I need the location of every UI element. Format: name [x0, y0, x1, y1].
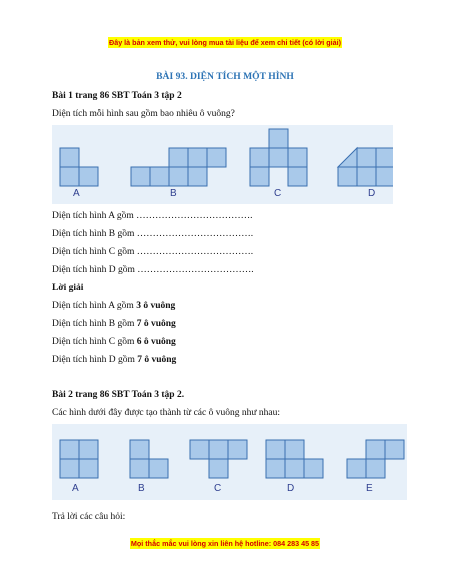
- fig2-d-square: [285, 459, 304, 478]
- bai2-question: Các hình dưới đây được tạo thành từ các ô vuông như nhau:: [52, 408, 280, 418]
- fig-d-square: [357, 148, 376, 167]
- fig-d-square: [338, 167, 357, 186]
- fig2-d-square: [285, 440, 304, 459]
- fig2-label-e: E: [366, 483, 373, 494]
- fig2-label-c: C: [214, 483, 222, 494]
- bai2-figure-strip: [52, 424, 407, 500]
- fig2-b-square: [130, 459, 149, 478]
- fig-d-square: [376, 167, 393, 186]
- fig2-c-square: [209, 440, 228, 459]
- fig2-d-square: [304, 459, 323, 478]
- bai1-question: Diện tích mỗi hình sau gồm bao nhiêu ô vuông?: [52, 109, 235, 119]
- fig2-label-b: B: [138, 483, 145, 494]
- blank-line: Diện tích hình B gồm ……………………………….: [52, 229, 254, 239]
- fig-c-square: [250, 148, 269, 167]
- fig2-a-square: [60, 459, 79, 478]
- answer-line: Diện tích hình D gồm 7 ô vuông: [52, 355, 177, 365]
- fig-b-square: [169, 148, 188, 167]
- fig2-e-square: [347, 459, 366, 478]
- bai2-heading: Bài 2 trang 86 SBT Toán 3 tập 2.: [52, 390, 185, 400]
- fig2-c-square: [190, 440, 209, 459]
- fig2-e-square: [385, 440, 404, 459]
- solution-heading: Lời giải: [52, 283, 84, 293]
- fig2-label-a: A: [72, 483, 79, 494]
- bai1-figure-strip: [52, 125, 393, 204]
- fig-label-b: B: [170, 188, 177, 199]
- fig-d-triangle: [338, 148, 357, 167]
- bai2-followup: Trả lời các câu hỏi:: [52, 512, 126, 522]
- fig2-c-square: [209, 459, 228, 478]
- page-title: BÀI 93. DIỆN TÍCH MỘT HÌNH: [156, 71, 294, 82]
- fig-b-square: [169, 167, 188, 186]
- fig2-e-square: [366, 440, 385, 459]
- fig-label-d: D: [368, 188, 376, 199]
- answer-line: Diện tích hình B gồm 7 ô vuông: [52, 319, 176, 329]
- bai1-heading: Bài 1 trang 86 SBT Toán 3 tập 2: [52, 91, 182, 101]
- answer-line: Diện tích hình C gồm 6 ô vuông: [52, 337, 176, 347]
- fig2-e-square: [366, 459, 385, 478]
- bai2-figures: [52, 424, 407, 500]
- fig-b-square: [131, 167, 150, 186]
- blank-line: Diện tích hình D gồm ……………………………….: [52, 265, 254, 275]
- fig2-label-d: D: [287, 483, 295, 494]
- fig-d-square: [357, 167, 376, 186]
- fig2-a-square: [60, 440, 79, 459]
- bai1-figures: [52, 125, 393, 204]
- fig-b-square: [207, 148, 226, 167]
- fig-b-square: [150, 167, 169, 186]
- answer-line: Diện tích hình A gồm 3 ô vuông: [52, 301, 176, 311]
- hotline-banner: Mọi thắc mắc vui lòng xin liên hệ hotline: 084 283 45 85: [130, 539, 320, 548]
- fig2-c-square: [228, 440, 247, 459]
- fig-c-square: [269, 148, 288, 167]
- fig-a-square: [79, 167, 98, 186]
- fig-b-square: [188, 167, 207, 186]
- fig-c-square: [250, 167, 269, 186]
- fig2-d-square: [266, 440, 285, 459]
- fig-a-square: [60, 148, 79, 167]
- fig2-d-square: [266, 459, 285, 478]
- fig-c-square: [269, 129, 288, 148]
- blank-line: Diện tích hình A gồm ……………………………….: [52, 211, 253, 221]
- fig-label-c: C: [274, 188, 282, 199]
- fig-a-square: [60, 167, 79, 186]
- blank-line: Diện tích hình C gồm ……………………………….: [52, 247, 254, 257]
- fig2-b-square: [130, 440, 149, 459]
- fig-label-a: A: [73, 188, 80, 199]
- fig-c-square: [288, 167, 307, 186]
- fig-c-square: [288, 148, 307, 167]
- fig2-b-square: [149, 459, 168, 478]
- fig-d-square: [376, 148, 393, 167]
- preview-banner: Đây là bản xem thử, vui lòng mua tài liệu để xem chi tiết (có lời giải): [109, 38, 341, 47]
- fig2-a-square: [79, 440, 98, 459]
- fig-b-square: [188, 148, 207, 167]
- fig2-a-square: [79, 459, 98, 478]
